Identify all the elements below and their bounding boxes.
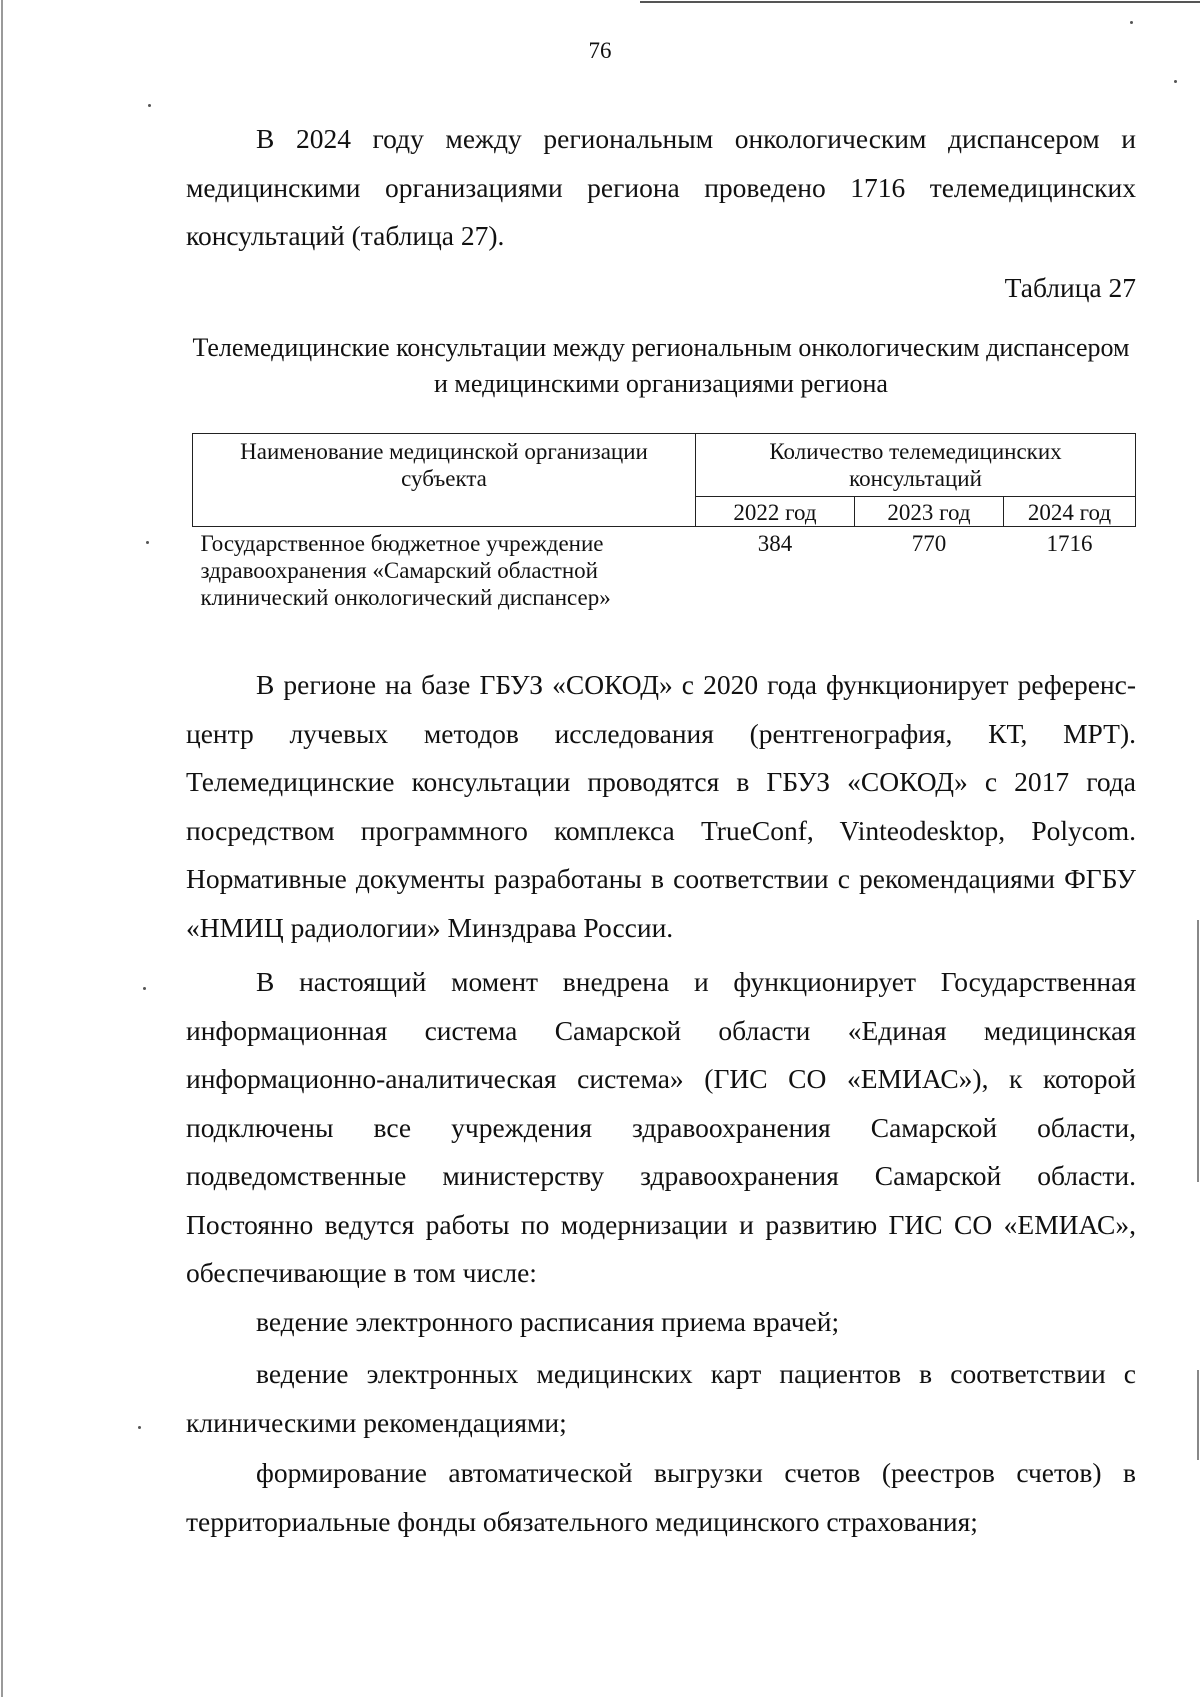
scan-edge-top bbox=[640, 1, 1200, 3]
scan-speck bbox=[1130, 21, 1133, 24]
column-header-year: 2024 год bbox=[1004, 497, 1136, 527]
scan-speck bbox=[148, 104, 151, 107]
organization-name-cell: Государственное бюджетное учреждение здравоохранения «Самарский областной клинический онкологический диспансер» bbox=[200, 531, 611, 610]
table-title: Телемедицинские консультации между региональным онкологическим диспансером и медицинскими организациями региона bbox=[192, 333, 1130, 398]
table-label: Таблица 27 bbox=[1004, 272, 1136, 303]
scan-edge-right bbox=[1197, 1370, 1199, 1460]
paragraph-reference-center: В регионе на базе ГБУЗ «СОКОД» с 2020 года функционирует референс-центр лучевых методов исследования (рентгенография, КТ, МРТ). Телемедицинские консультации проводятся в ГБУЗ «СОКОД» с 2017 года посредством программного комплекса TrueConf, Vinteodesktop, Polycom. Нормативные документы разработаны в соответствии с рекомендациями ФГБУ «НМИЦ радиологии» Минздрава России. bbox=[186, 669, 1136, 943]
scan-speck bbox=[146, 541, 149, 544]
table-row bbox=[193, 527, 1136, 612]
page-number: 76 bbox=[588, 38, 612, 63]
telemedicine-table bbox=[192, 433, 1136, 611]
scan-speck bbox=[1174, 80, 1177, 83]
list-item: ведение электронного расписания приема врачей; bbox=[256, 1306, 840, 1337]
value-cell-2023: 770 bbox=[911, 531, 947, 556]
scan-edge-right bbox=[1197, 920, 1199, 1182]
paragraph-emias: В настоящий момент внедрена и функционирует Государственная информационная система Самарской области «Единая медицинская информационно-аналитическая система» (ГИС СО «ЕМИАС»), к которой подключены все учреждения здравоохранения Самарской области, подведомственные министерству здравоохранения Самарской области. Постоянно ведутся работы по модернизации и развитию ГИС СО «ЕМИАС», обеспечивающие в том числе: bbox=[186, 966, 1136, 1288]
intro-paragraph: В 2024 году между региональным онкологическим диспансером и медицинскими организациями региона проведено 1716 телемедицинских консультаций (таблица 27). bbox=[186, 123, 1136, 251]
column-header-year: 2023 год bbox=[855, 497, 1004, 527]
value-cell-2022: 384 bbox=[757, 531, 793, 556]
list-item: ведение электронных медицинских карт пациентов в соответствии с клиническими рекомендациями; bbox=[186, 1358, 1136, 1438]
column-header-organization: Наименование медицинской организации субъекта bbox=[193, 434, 696, 527]
scan-edge-left bbox=[1, 0, 3, 1697]
column-header-year: 2022 год bbox=[696, 497, 855, 527]
column-header-consultations: Количество телемедицинских консультаций bbox=[696, 434, 1136, 497]
scan-speck bbox=[143, 987, 146, 990]
list-item: формирование автоматической выгрузки счетов (реестров счетов) в территориальные фонды обязательного медицинского страхования; bbox=[186, 1457, 1136, 1537]
value-cell-2024: 1716 bbox=[1046, 531, 1093, 556]
scan-speck bbox=[138, 1426, 141, 1429]
